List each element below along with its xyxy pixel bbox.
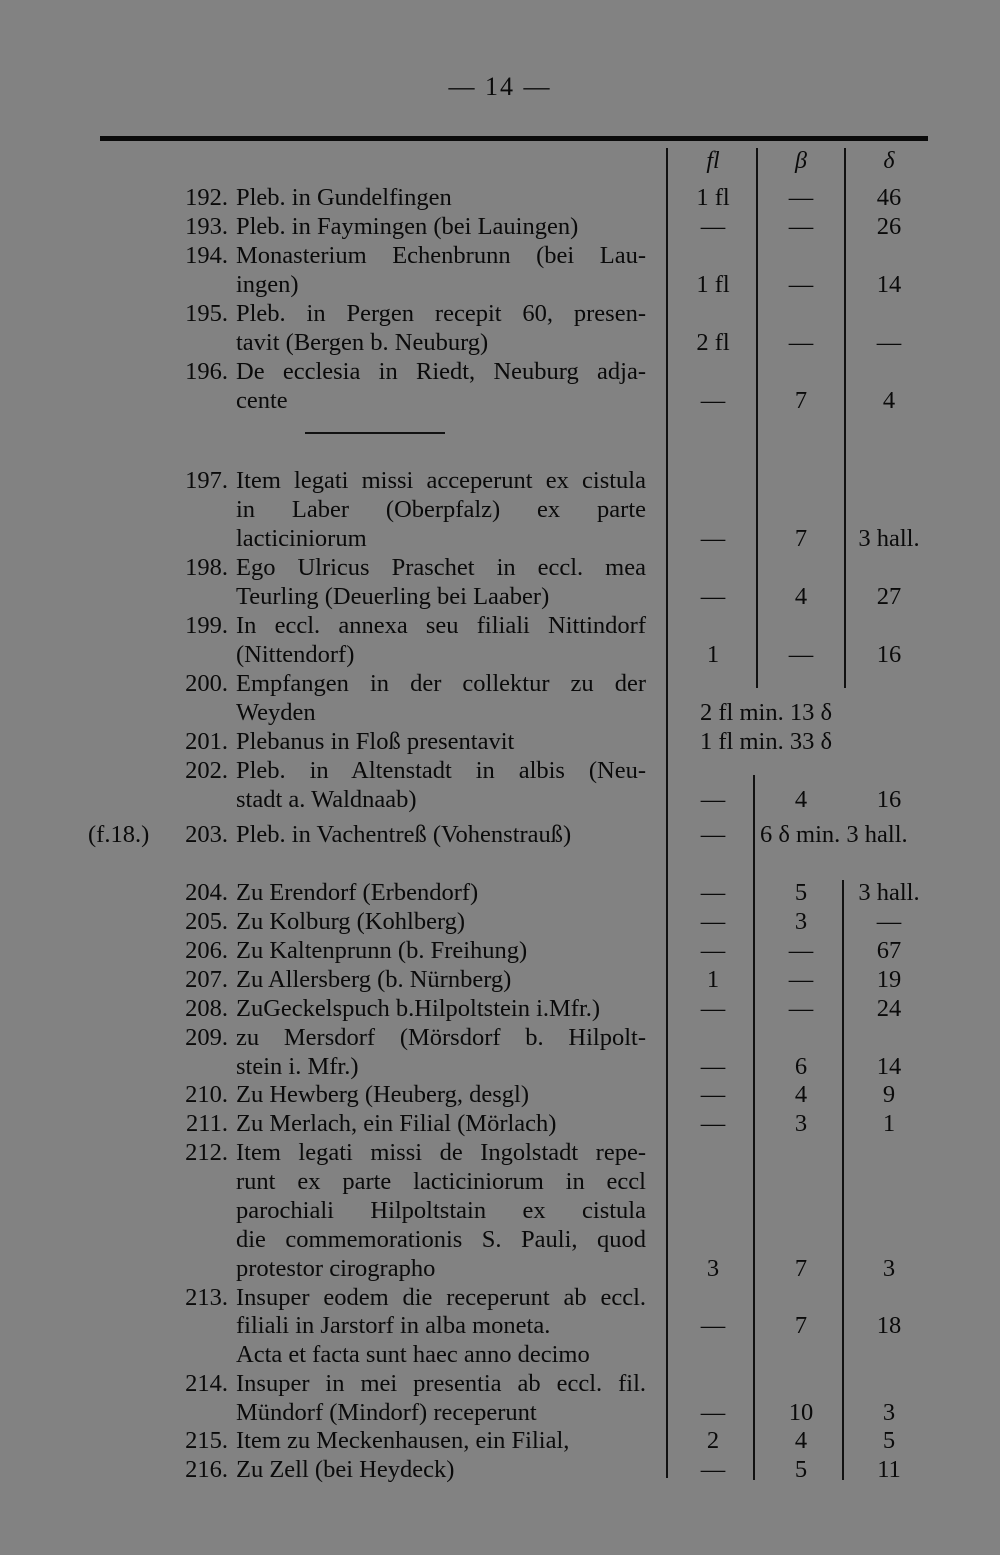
list-item <box>0 357 1000 386</box>
entry-text: Pleb. in Vachentreß (Vohenstrauß) <box>236 821 572 848</box>
entry-text: Zu Erendorf (Erbendorf) <box>236 879 479 906</box>
entry-text: Item legati missi de Ingolstadt repe- <box>236 1139 646 1166</box>
entry-text: zu Mersdorf (Mörsdorf b. Hilpolt- <box>236 1024 646 1051</box>
entry-number: 195. <box>185 300 228 327</box>
value-fl: — <box>700 821 726 848</box>
entry-text: Zu Merlach, ein Filial (Mörlach) <box>236 1110 557 1137</box>
value-delta: 3 <box>882 1255 896 1282</box>
entry-number: 204. <box>185 879 228 906</box>
list-item <box>0 524 1000 553</box>
value-beta: 4 <box>794 786 808 813</box>
value-beta: 7 <box>794 1255 808 1282</box>
entry-text: Item zu Meckenhausen, ein Filial, <box>236 1427 570 1454</box>
entry-text: Zu Zell (bei Heydeck) <box>236 1456 455 1483</box>
entry-text: runt ex parte lacticiniorum in eccl <box>236 1168 646 1195</box>
value-delta: 67 <box>876 937 902 964</box>
value-beta: 5 <box>794 879 808 906</box>
value-delta: 16 <box>876 786 902 813</box>
value-beta: 7 <box>794 1312 808 1339</box>
entry-number: 196. <box>185 358 228 385</box>
list-item <box>0 386 1000 415</box>
entry-text: Ego Ulricus Praschet in eccl. mea <box>236 554 646 581</box>
value-beta: 7 <box>794 387 808 414</box>
value-delta: 24 <box>876 995 902 1022</box>
list-item <box>0 1398 1000 1427</box>
top-rule <box>100 136 928 141</box>
value-beta: — <box>788 184 814 211</box>
entry-text: Acta et facta sunt haec anno decimo <box>236 1341 590 1368</box>
value-delta: 5 <box>882 1427 896 1454</box>
entry-text: die commemorationis S. Pauli, quod <box>236 1226 646 1253</box>
list-item <box>0 495 1000 524</box>
list-item <box>0 994 1000 1023</box>
value-fl: 2 <box>706 1427 720 1454</box>
entry-text: Pleb. in Faymingen (bei Lauingen) <box>236 213 579 240</box>
entry-text: De ecclesia in Riedt, Neuburg adja- <box>236 358 646 385</box>
entry-number: 208. <box>185 995 228 1022</box>
entry-number: 212. <box>185 1139 228 1166</box>
entry-text: (Nittendorf) <box>236 641 355 668</box>
entry-text: Insuper in mei presentia ab eccl. fil. <box>236 1370 646 1397</box>
entry-text: Pleb. in Gundelfingen <box>236 184 452 211</box>
entry-text: Zu Hewberg (Heuberg, desgl) <box>236 1081 530 1108</box>
entry-number: 194. <box>185 242 228 269</box>
value-fl: — <box>700 1399 726 1426</box>
value-delta: 19 <box>876 966 902 993</box>
list-item <box>0 669 1000 698</box>
value-combined: 1 fl min. 33 δ <box>700 728 832 755</box>
entry-text: cente <box>236 387 288 414</box>
entry-number: 199. <box>185 612 228 639</box>
value-fl: — <box>700 937 726 964</box>
entry-text: Plebanus in Floß presentavit <box>236 728 515 755</box>
value-fl: — <box>700 213 726 240</box>
list-item <box>0 1196 1000 1225</box>
list-item <box>0 1311 1000 1340</box>
value-delta: 9 <box>882 1081 896 1108</box>
list-item <box>0 1052 1000 1081</box>
entry-text: In eccl. annexa seu filiali Nittindorf <box>236 612 646 639</box>
list-item <box>0 299 1000 328</box>
value-fl: — <box>700 995 726 1022</box>
value-beta: 4 <box>794 1081 808 1108</box>
entry-text: Zu Kolburg (Kohlberg) <box>236 908 466 935</box>
entry-text: parochiali Hilpoltstain ex cistula <box>236 1197 646 1224</box>
value-fl: 2 fl <box>696 329 730 356</box>
list-item <box>0 1340 1000 1369</box>
value-combined: 2 fl min. 13 δ <box>700 699 832 726</box>
entry-number: 214. <box>185 1370 228 1397</box>
list-item <box>0 1167 1000 1196</box>
value-beta: 5 <box>794 1456 808 1483</box>
entry-text: Pleb. in Pergen recepit 60, presen- <box>236 300 646 327</box>
value-delta: 11 <box>877 1456 901 1483</box>
value-beta: 4 <box>794 583 808 610</box>
entry-text: protestor cirographo <box>236 1255 436 1282</box>
entry-text: in Laber (Oberpfalz) ex parte <box>236 496 646 523</box>
list-item <box>0 1109 1000 1138</box>
list-item <box>0 328 1000 357</box>
entry-text: Monasterium Echenbrunn (bei Lau- <box>236 242 646 269</box>
entry-number: 200. <box>185 670 228 697</box>
value-fl: — <box>700 525 726 552</box>
value-delta: 4 <box>882 387 896 414</box>
entry-text: Weyden <box>236 699 316 726</box>
value-beta: — <box>788 966 814 993</box>
entry-number: 209. <box>185 1024 228 1051</box>
list-item <box>0 965 1000 994</box>
column-header-delta: δ <box>883 148 895 174</box>
list-item <box>0 936 1000 965</box>
value-delta: 18 <box>876 1312 902 1339</box>
list-item <box>0 270 1000 299</box>
list-item <box>0 1080 1000 1109</box>
section-separator <box>305 432 445 434</box>
list-item <box>0 820 1000 849</box>
list-item <box>0 1138 1000 1167</box>
entry-text: ZuGeckelspuch b.Hilpoltstein i.Mfr.) <box>236 995 601 1022</box>
value-fl: — <box>700 1053 726 1080</box>
list-item <box>0 183 1000 212</box>
list-item <box>0 727 1000 756</box>
value-delta: 3 hall. <box>858 879 920 906</box>
value-delta: — <box>876 908 902 935</box>
value-beta: — <box>788 329 814 356</box>
value-delta: — <box>876 329 902 356</box>
entry-text: Item legati missi acceperunt ex cistula <box>236 467 646 494</box>
value-fl: — <box>700 1456 726 1483</box>
value-fl: — <box>700 908 726 935</box>
list-item <box>0 553 1000 582</box>
value-fl: — <box>700 1081 726 1108</box>
value-beta: 10 <box>788 1399 814 1426</box>
value-fl: — <box>700 786 726 813</box>
value-delta: 16 <box>876 641 902 668</box>
entry-text: Empfangen in der collektur zu der <box>236 670 646 697</box>
list-item <box>0 907 1000 936</box>
value-beta: 3 <box>794 908 808 935</box>
value-beta: — <box>788 271 814 298</box>
entry-number: 215. <box>185 1427 228 1454</box>
list-item <box>0 582 1000 611</box>
value-fl: — <box>700 1312 726 1339</box>
value-delta: 3 hall. <box>858 525 920 552</box>
page-number: — 14 — <box>448 72 552 101</box>
entry-text: filiali in Jarstorf in alba moneta. <box>236 1312 551 1339</box>
list-item <box>0 1023 1000 1052</box>
entry-text: ingen) <box>236 271 299 298</box>
value-combined: 6 δ min. 3 hall. <box>760 821 908 848</box>
value-delta: 1 <box>882 1110 896 1137</box>
value-beta: 3 <box>794 1110 808 1137</box>
entry-number: 205. <box>185 908 228 935</box>
entry-number: 207. <box>185 966 228 993</box>
entry-number: 210. <box>185 1081 228 1108</box>
list-item <box>0 785 1000 814</box>
entry-text: Insuper eodem die receperunt ab eccl. <box>236 1284 646 1311</box>
list-item <box>0 1369 1000 1398</box>
list-item <box>0 878 1000 907</box>
list-item <box>0 1455 1000 1484</box>
list-item <box>0 698 1000 727</box>
list-item <box>0 1254 1000 1283</box>
list-item <box>0 611 1000 640</box>
entry-number: 211. <box>186 1110 228 1137</box>
entry-number: 197. <box>185 467 228 494</box>
entry-number: 216. <box>185 1456 228 1483</box>
list-item <box>0 756 1000 785</box>
list-item <box>0 241 1000 270</box>
entry-text: stadt a. Waldnaab) <box>236 786 417 813</box>
value-delta: 46 <box>876 184 902 211</box>
column-header-beta: β <box>795 148 807 174</box>
value-fl: 1 <box>706 966 720 993</box>
list-item <box>0 1225 1000 1254</box>
value-fl: 1 fl <box>696 271 730 298</box>
value-fl: — <box>700 583 726 610</box>
entry-number: 203. <box>185 821 228 848</box>
value-delta: 27 <box>876 583 902 610</box>
value-beta: 6 <box>794 1053 808 1080</box>
value-delta: 26 <box>876 213 902 240</box>
entry-number: 192. <box>185 184 228 211</box>
value-delta: 3 <box>882 1399 896 1426</box>
value-fl: 3 <box>706 1255 720 1282</box>
value-delta: 14 <box>876 1053 902 1080</box>
entry-text: Pleb. in Altenstadt in albis (Neu- <box>236 757 646 784</box>
entry-text: stein i. Mfr.) <box>236 1053 359 1080</box>
list-item <box>0 212 1000 241</box>
entry-number: 213. <box>185 1284 228 1311</box>
list-item <box>0 466 1000 495</box>
value-beta: 7 <box>794 525 808 552</box>
value-fl: — <box>700 1110 726 1137</box>
entry-number: 193. <box>185 213 228 240</box>
value-delta: 14 <box>876 271 902 298</box>
value-fl: 1 fl <box>696 184 730 211</box>
entry-text: Zu Kaltenprunn (b. Freihung) <box>236 937 528 964</box>
value-fl: — <box>700 387 726 414</box>
value-beta: — <box>788 995 814 1022</box>
column-header-fl: fl <box>706 148 720 174</box>
value-fl: 1 <box>706 641 720 668</box>
entry-text: Zu Allersberg (b. Nürnberg) <box>236 966 512 993</box>
entry-number: 201. <box>185 728 228 755</box>
entry-number: 206. <box>185 937 228 964</box>
entry-number: 198. <box>185 554 228 581</box>
entry-text: lacticiniorum <box>236 525 367 552</box>
folio-reference: (f.18.) <box>88 821 150 848</box>
entry-number: 202. <box>185 757 228 784</box>
value-fl: — <box>700 879 726 906</box>
value-beta: — <box>788 641 814 668</box>
value-beta: — <box>788 213 814 240</box>
list-item <box>0 640 1000 669</box>
entry-text: Teurling (Deuerling bei Laaber) <box>236 583 550 610</box>
entry-text: tavit (Bergen b. Neuburg) <box>236 329 489 356</box>
value-beta: — <box>788 937 814 964</box>
entry-text: Mündorf (Mindorf) receperunt <box>236 1399 537 1426</box>
value-beta: 4 <box>794 1427 808 1454</box>
list-item <box>0 1283 1000 1312</box>
list-item <box>0 1426 1000 1455</box>
